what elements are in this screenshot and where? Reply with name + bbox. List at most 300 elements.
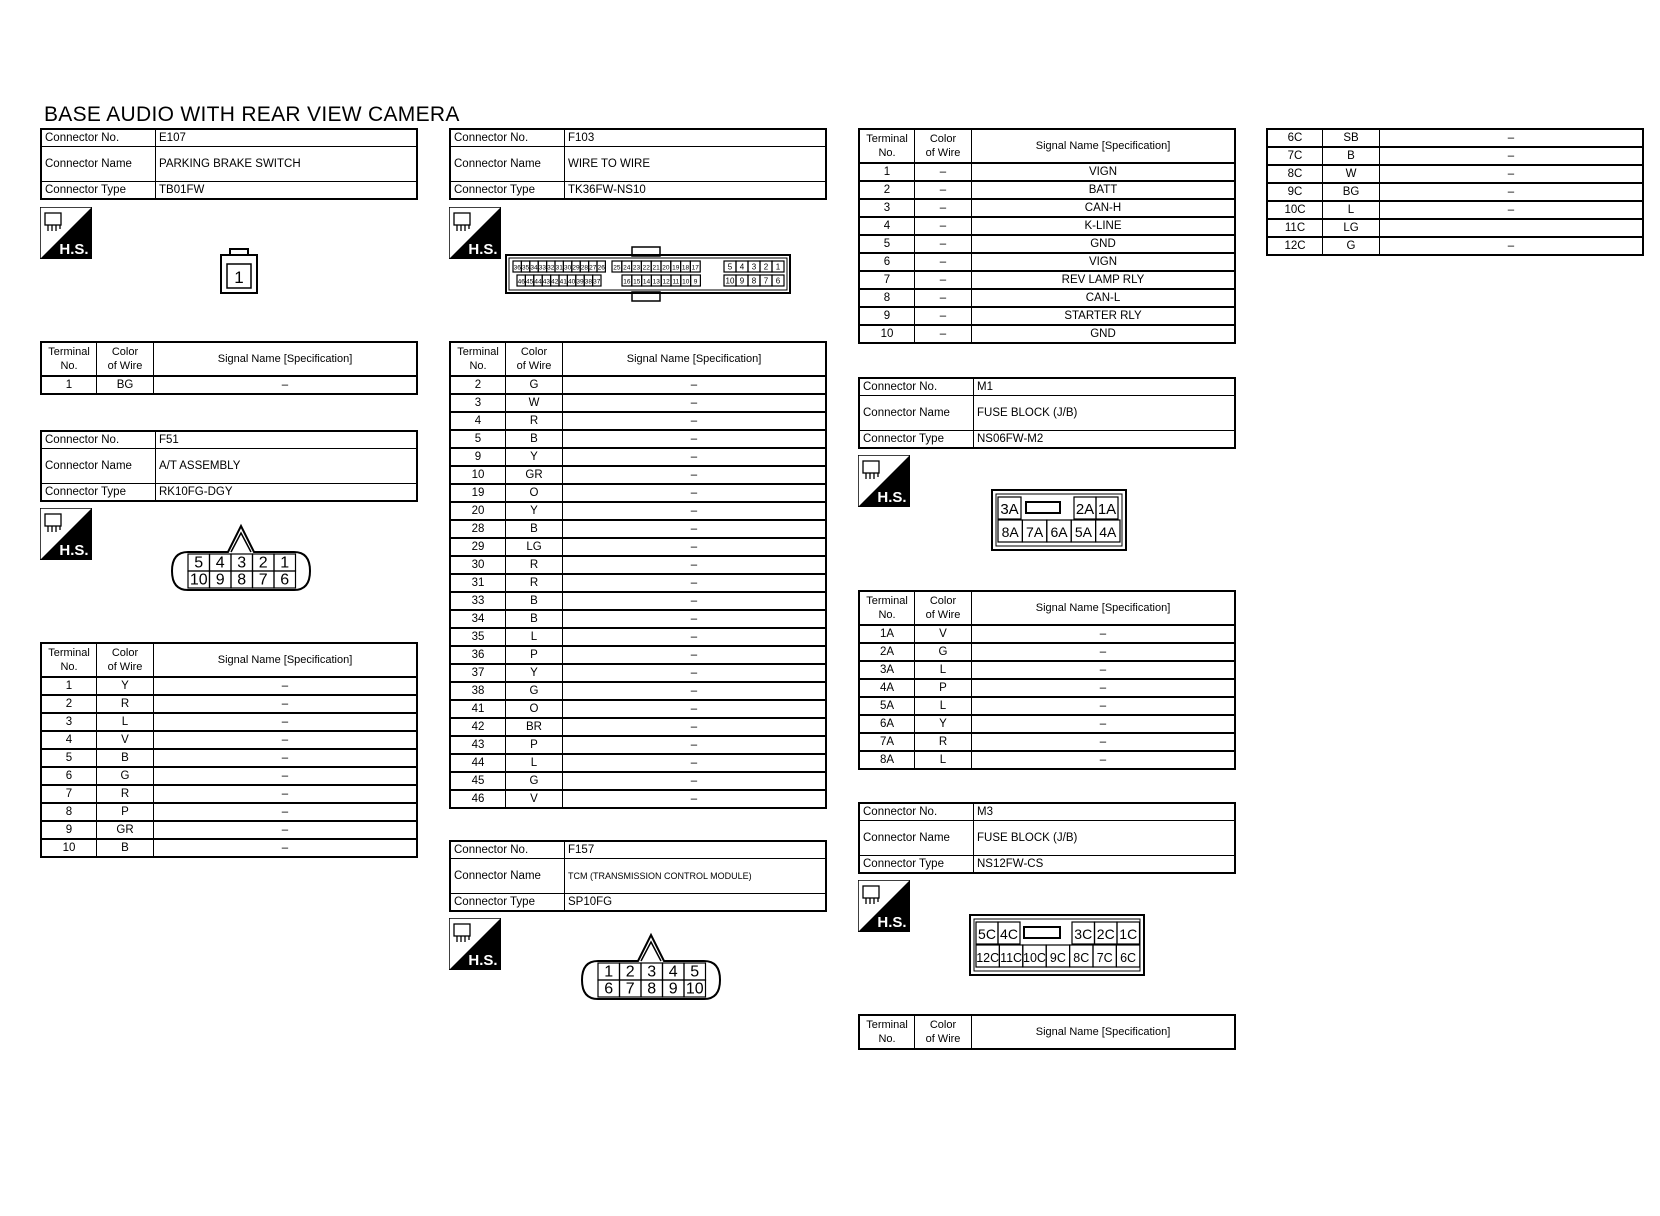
pin-label: 14 xyxy=(642,278,651,286)
table-row xyxy=(450,538,826,556)
terminal-no: 4A xyxy=(859,679,915,697)
table-row xyxy=(450,790,826,808)
label-connector-no: Connector No. xyxy=(41,129,156,147)
terminal-no: 3 xyxy=(450,394,506,412)
wire-color: P xyxy=(97,803,154,821)
pin-label: 10C xyxy=(1023,951,1046,966)
f157-name: TCM (TRANSMISSION CONTROL MODULE) xyxy=(565,859,827,894)
signal-name: – xyxy=(154,376,418,394)
e107-terminal-table xyxy=(40,341,418,395)
hs-label: H.S. xyxy=(59,241,89,258)
wire-color: V xyxy=(506,790,563,808)
pin-label: 4 xyxy=(668,963,678,981)
pin-label: 6 xyxy=(280,571,290,589)
table-row xyxy=(450,556,826,574)
pin-label: 3C xyxy=(1074,926,1093,943)
table-row xyxy=(450,628,826,646)
table-row xyxy=(859,217,1235,235)
wire-color: L xyxy=(97,713,154,731)
terminal-no: 5 xyxy=(41,749,97,767)
signal-name xyxy=(1380,219,1644,237)
terminal-no: 35 xyxy=(450,628,506,646)
terminal-no: 5A xyxy=(859,697,915,715)
pin-label: 8 xyxy=(751,276,757,286)
wire-color: R xyxy=(506,412,563,430)
signal-name: – xyxy=(563,574,827,592)
pin-label: 5A xyxy=(1074,524,1092,541)
terminal-no: 36 xyxy=(450,646,506,664)
terminal-no: 9 xyxy=(859,307,915,325)
wire-color: GR xyxy=(97,821,154,839)
hs-icon xyxy=(40,508,92,560)
label-connector-name: Connector Name xyxy=(450,147,565,182)
pin-label: 6A xyxy=(1050,524,1068,541)
connector-e107-info xyxy=(40,128,418,200)
terminal-no: 7A xyxy=(859,733,915,751)
pin-label: 11 xyxy=(672,278,680,286)
signal-name: – xyxy=(563,628,827,646)
table-row xyxy=(41,677,417,695)
pin-label: 2C xyxy=(1096,926,1115,943)
f51-terminal-table xyxy=(40,642,418,858)
connector-f51-diagram xyxy=(168,524,314,621)
pin-label: 20 xyxy=(662,264,670,272)
pin-label: 28 xyxy=(580,264,589,272)
hs-icon xyxy=(858,455,910,507)
signal-name: – xyxy=(1380,201,1644,219)
table-row xyxy=(859,625,1235,643)
pin-label: 24 xyxy=(623,264,631,272)
terminal-no: 6A xyxy=(859,715,915,733)
wire-color: G xyxy=(506,772,563,790)
wire-color: P xyxy=(506,646,563,664)
wire-color-header: Color of Wire xyxy=(97,342,154,376)
wire-color: Y xyxy=(506,448,563,466)
connector-m1-diagram xyxy=(990,488,1130,559)
table-row xyxy=(450,430,826,448)
e107-type: TB01FW xyxy=(156,182,418,200)
terminal-no-header: Terminal No. xyxy=(859,129,915,163)
signal-name: – xyxy=(972,715,1236,733)
table-row xyxy=(450,520,826,538)
label-connector-type: Connector Type xyxy=(450,182,565,200)
signal-name: – xyxy=(563,502,827,520)
table-row xyxy=(859,181,1235,199)
wire-color: V xyxy=(97,731,154,749)
hs-label: H.S. xyxy=(468,241,498,258)
signal-name: – xyxy=(154,713,418,731)
pin-label: 9 xyxy=(739,276,745,286)
pin-label: 2 xyxy=(625,963,635,981)
pin-label: 12C xyxy=(976,951,1000,966)
pin-label: 15 xyxy=(633,278,641,286)
pin-label: 22 xyxy=(642,264,650,272)
pin-label: 1C xyxy=(1119,926,1138,943)
signal-name: – xyxy=(972,751,1236,769)
label-connector-type: Connector Type xyxy=(450,894,565,912)
terminal-no-header: Terminal No. xyxy=(41,643,97,677)
pin-label: 26 xyxy=(597,264,605,272)
wire-color: G xyxy=(915,643,972,661)
m3-no: M3 xyxy=(974,803,1236,821)
terminal-no: 42 xyxy=(450,718,506,736)
wire-color: O xyxy=(506,484,563,502)
label-connector-name: Connector Name xyxy=(41,147,156,182)
terminal-no: 8A xyxy=(859,751,915,769)
wire-color: G xyxy=(506,376,563,394)
hs-icon xyxy=(449,207,501,259)
pin-label: 45 xyxy=(525,278,534,286)
pin-label: 10 xyxy=(685,980,704,998)
table-row xyxy=(859,289,1235,307)
pin-label: 2 xyxy=(763,262,769,272)
terminal-no: 7 xyxy=(859,271,915,289)
signal-name: VIGN xyxy=(972,253,1236,271)
pin-label: 1 xyxy=(604,963,614,981)
signal-name-header: Signal Name [Specification] xyxy=(154,342,418,376)
signal-name: – xyxy=(154,731,418,749)
pin-label: 6 xyxy=(775,276,781,286)
terminal-no: 3 xyxy=(859,199,915,217)
signal-name: – xyxy=(563,412,827,430)
table-row xyxy=(41,821,417,839)
table-row xyxy=(859,199,1235,217)
table-row xyxy=(450,484,826,502)
signal-name: – xyxy=(972,733,1236,751)
table-row xyxy=(41,376,417,394)
pin-label: 4A xyxy=(1099,524,1117,541)
m1-type: NS06FW-M2 xyxy=(974,431,1236,449)
signal-name: GND xyxy=(972,325,1236,343)
terminal-no-header: Terminal No. xyxy=(859,1015,915,1049)
pin-label: 1 xyxy=(234,268,244,287)
table-row xyxy=(1267,237,1643,255)
signal-name: K-LINE xyxy=(972,217,1236,235)
terminal-no-header: Terminal No. xyxy=(859,591,915,625)
hs-icon xyxy=(40,207,92,259)
signal-name: – xyxy=(563,664,827,682)
wire-color: L xyxy=(1323,201,1380,219)
terminal-no: 44 xyxy=(450,754,506,772)
wire-color: L xyxy=(506,754,563,772)
terminal-no: 2 xyxy=(859,181,915,199)
signal-name: – xyxy=(1380,147,1644,165)
label-connector-no: Connector No. xyxy=(859,378,974,396)
signal-name: – xyxy=(154,785,418,803)
table-row xyxy=(41,839,417,857)
label-connector-type: Connector Type xyxy=(41,182,156,200)
signal-name: – xyxy=(563,430,827,448)
wire-color: – xyxy=(915,199,972,217)
wire-color: R xyxy=(97,695,154,713)
wire-color: LG xyxy=(506,538,563,556)
wire-color: Y xyxy=(915,715,972,733)
pin-label: 18 xyxy=(681,264,690,272)
table-row xyxy=(1267,147,1643,165)
pin-label: 39 xyxy=(576,278,584,286)
wire-color: – xyxy=(915,325,972,343)
table-row xyxy=(450,664,826,682)
pin-label: 5 xyxy=(690,963,700,981)
signal-name: – xyxy=(563,736,827,754)
signal-name: – xyxy=(563,646,827,664)
table-row xyxy=(450,394,826,412)
terminal-no: 9C xyxy=(1267,183,1323,201)
table-row xyxy=(450,574,826,592)
pin-label: 1 xyxy=(280,554,290,572)
f103-name: WIRE TO WIRE xyxy=(565,147,827,182)
signal-name: – xyxy=(563,520,827,538)
signal-name: – xyxy=(563,790,827,808)
signal-name: – xyxy=(563,718,827,736)
wire-color: Y xyxy=(506,502,563,520)
wire-color: P xyxy=(506,736,563,754)
terminal-no: 9 xyxy=(41,821,97,839)
terminal-no: 6 xyxy=(859,253,915,271)
table-row xyxy=(859,661,1235,679)
wire-color: B xyxy=(506,610,563,628)
terminal-no: 46 xyxy=(450,790,506,808)
pin-label: 36 xyxy=(513,264,521,272)
terminal-no: 8 xyxy=(859,289,915,307)
terminal-no: 4 xyxy=(41,731,97,749)
page-title: BASE AUDIO WITH REAR VIEW CAMERA xyxy=(44,103,460,126)
signal-name: – xyxy=(154,677,418,695)
terminal-no-header: Terminal No. xyxy=(41,342,97,376)
signal-name: – xyxy=(154,695,418,713)
signal-name: REV LAMP RLY xyxy=(972,271,1236,289)
wire-color: BG xyxy=(97,376,154,394)
label-connector-name: Connector Name xyxy=(450,859,565,894)
pin-label: 4 xyxy=(739,262,745,272)
terminal-no: 1 xyxy=(41,376,97,394)
terminal-no: 5 xyxy=(450,430,506,448)
terminal-no-header: Terminal No. xyxy=(450,342,506,376)
signal-name: – xyxy=(154,749,418,767)
table-row xyxy=(1267,165,1643,183)
pin-label: 3 xyxy=(647,963,657,981)
wire-color: – xyxy=(915,235,972,253)
wire-color-header: Color of Wire xyxy=(915,591,972,625)
signal-name: – xyxy=(972,661,1236,679)
table-row xyxy=(450,610,826,628)
signal-name: – xyxy=(563,610,827,628)
pin-label: 4 xyxy=(215,554,225,572)
hs-icon xyxy=(858,880,910,932)
table-row xyxy=(859,253,1235,271)
e107-no: E107 xyxy=(156,129,418,147)
pin-label: 42 xyxy=(551,278,559,286)
pin-label: 8C xyxy=(1073,951,1090,966)
table-row xyxy=(450,736,826,754)
signal-name: – xyxy=(563,754,827,772)
signal-name: STARTER RLY xyxy=(972,307,1236,325)
pin-label: 34 xyxy=(530,264,538,272)
connector-f103-diagram xyxy=(504,245,794,308)
terminal-no: 2 xyxy=(450,376,506,394)
terminal-no: 28 xyxy=(450,520,506,538)
terminal-no: 12C xyxy=(1267,237,1323,255)
pin-label: 35 xyxy=(521,264,530,272)
pin-label: 9 xyxy=(215,571,225,589)
f103-terminal-table xyxy=(449,341,827,809)
table-row xyxy=(859,163,1235,181)
m1-terminal-table xyxy=(858,590,1236,770)
wire-color: – xyxy=(915,217,972,235)
pin-label: 4C xyxy=(1000,926,1018,943)
terminal-no: 2A xyxy=(859,643,915,661)
pin-label: 29 xyxy=(572,264,580,272)
table-row xyxy=(450,682,826,700)
pin-label: 38 xyxy=(584,278,593,286)
table-row xyxy=(1267,201,1643,219)
terminal-no: 33 xyxy=(450,592,506,610)
connector-e107-diagram xyxy=(220,247,260,300)
pin-label: 5C xyxy=(978,926,996,943)
pin-label: 6C xyxy=(1120,951,1137,966)
signal-name: – xyxy=(154,803,418,821)
wire-color: SB xyxy=(1323,129,1380,147)
signal-name: – xyxy=(563,682,827,700)
wire-color: B xyxy=(506,520,563,538)
hs-label: H.S. xyxy=(877,489,907,506)
signal-name: – xyxy=(1380,183,1644,201)
pin-label: 46 xyxy=(517,278,525,286)
wire-color: W xyxy=(506,394,563,412)
signal-name: – xyxy=(972,643,1236,661)
table-row xyxy=(859,643,1235,661)
signal-name-header: Signal Name [Specification] xyxy=(154,643,418,677)
signal-name: CAN-H xyxy=(972,199,1236,217)
label-connector-no: Connector No. xyxy=(859,803,974,821)
wire-color: W xyxy=(1323,165,1380,183)
wire-color-header: Color of Wire xyxy=(506,342,563,376)
wire-color: R xyxy=(915,733,972,751)
pin-label: 9 xyxy=(693,278,698,286)
table-row xyxy=(450,700,826,718)
m1-name: FUSE BLOCK (J/B) xyxy=(974,396,1236,431)
f157-type: SP10FG xyxy=(565,894,827,912)
pin-label: 11C xyxy=(1000,951,1023,966)
wire-color: – xyxy=(915,253,972,271)
signal-name: – xyxy=(972,697,1236,715)
pin-label: 21 xyxy=(652,264,660,272)
pin-label: 30 xyxy=(563,264,572,272)
table-row xyxy=(450,502,826,520)
f51-name: A/T ASSEMBLY xyxy=(156,449,418,484)
pin-label: 7 xyxy=(763,276,769,286)
f157-no: F157 xyxy=(565,841,827,859)
wire-color: BR xyxy=(506,718,563,736)
pin-label: 10 xyxy=(682,278,690,286)
table-row xyxy=(859,733,1235,751)
pin-label: 32 xyxy=(547,264,555,272)
table-row xyxy=(450,376,826,394)
pin-label: 25 xyxy=(613,264,621,272)
hs-label: H.S. xyxy=(468,952,498,969)
pin-label: 37 xyxy=(593,278,601,286)
pin-label: 8 xyxy=(647,980,657,998)
pin-label: 40 xyxy=(567,278,576,286)
terminal-no: 45 xyxy=(450,772,506,790)
terminal-no: 7C xyxy=(1267,147,1323,165)
pin-label: 5 xyxy=(194,554,204,572)
m3-type: NS12FW-CS xyxy=(974,856,1236,874)
signal-name: – xyxy=(563,376,827,394)
pin-label: 2 xyxy=(258,554,268,572)
terminal-no: 11C xyxy=(1267,219,1323,237)
pin-label: 8A xyxy=(1001,524,1019,541)
signal-name: – xyxy=(1380,129,1644,147)
label-connector-name: Connector Name xyxy=(859,821,974,856)
wire-color: Y xyxy=(506,664,563,682)
wire-color: R xyxy=(97,785,154,803)
signal-name: – xyxy=(1380,165,1644,183)
label-connector-name: Connector Name xyxy=(859,396,974,431)
m3-terminal-header xyxy=(858,1014,1236,1050)
wire-color: – xyxy=(915,181,972,199)
signal-name: – xyxy=(563,592,827,610)
hs-icon xyxy=(449,918,501,970)
table-row xyxy=(450,754,826,772)
pin-label: 7 xyxy=(625,980,635,998)
wire-color: – xyxy=(915,289,972,307)
m3-terminal-table xyxy=(1266,128,1644,256)
terminal-no: 3A xyxy=(859,661,915,679)
table-row xyxy=(450,592,826,610)
terminal-no: 37 xyxy=(450,664,506,682)
table-row xyxy=(41,731,417,749)
table-row xyxy=(859,697,1235,715)
pin-label: 12 xyxy=(662,278,670,286)
table-row xyxy=(450,772,826,790)
terminal-no: 1A xyxy=(859,625,915,643)
terminal-no: 8C xyxy=(1267,165,1323,183)
signal-name: – xyxy=(154,821,418,839)
terminal-no: 20 xyxy=(450,502,506,520)
pin-label: 27 xyxy=(589,264,597,272)
wire-color: B xyxy=(97,749,154,767)
label-connector-no: Connector No. xyxy=(450,129,565,147)
wire-color: B xyxy=(506,430,563,448)
pin-label: 17 xyxy=(691,264,699,272)
signal-name: – xyxy=(972,625,1236,643)
terminal-no: 29 xyxy=(450,538,506,556)
terminal-no: 10C xyxy=(1267,201,1323,219)
signal-name: – xyxy=(563,772,827,790)
table-row xyxy=(859,751,1235,769)
pin-label: 8 xyxy=(237,571,247,589)
terminal-no: 41 xyxy=(450,700,506,718)
signal-name-header: Signal Name [Specification] xyxy=(972,129,1236,163)
table-row xyxy=(41,695,417,713)
terminal-no: 10 xyxy=(859,325,915,343)
wire-color: – xyxy=(915,307,972,325)
table-row xyxy=(1267,183,1643,201)
pin-label: 13 xyxy=(652,278,660,286)
pin-label: 3 xyxy=(751,262,757,272)
table-row xyxy=(859,679,1235,697)
pin-label: 1A xyxy=(1097,501,1117,519)
table-row xyxy=(1267,219,1643,237)
signal-name-header: Signal Name [Specification] xyxy=(563,342,827,376)
terminal-no: 7 xyxy=(41,785,97,803)
wire-color: L xyxy=(506,628,563,646)
pin-label: 16 xyxy=(623,278,631,286)
f103-type: TK36FW-NS10 xyxy=(565,182,827,200)
pin-label: 5 xyxy=(727,262,733,272)
wire-color: – xyxy=(915,271,972,289)
